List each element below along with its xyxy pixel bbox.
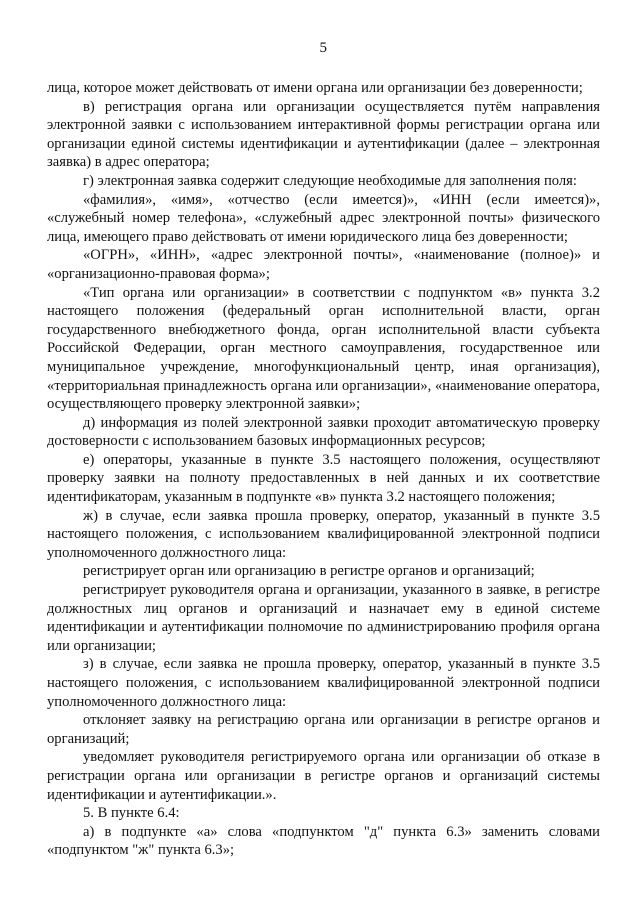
- page-number: 5: [319, 40, 328, 56]
- paragraph: з) в случае, если заявка не прошла проверку, оператор, указанный в пункте 3.5 настоящего положения, с использованием квалифицированной электронной подписи уполномоченного должностного лица:: [47, 656, 600, 710]
- paragraph: лица, которое может действовать от имени органа или организации без доверенности;: [47, 80, 583, 96]
- paragraph: д) информация из полей электронной заявки проходит автоматическую проверку достоверности с использованием базовых информационных ресурсов;: [47, 414, 600, 450]
- document-body: [47, 79, 600, 860]
- paragraph: регистрирует руководителя органа и организации, указанного в заявке, в регистре должностных лиц органов и организаций и назначает ему в единой системе идентификации и аутентификации полномочие по администрированию профиля органа или организации;: [47, 582, 600, 654]
- paragraph: «ОГРН», «ИНН», «адрес электронной почты», «наименование (полное)» и «организационно-правовая форма»;: [47, 247, 600, 282]
- paragraph: 5. В пункте 6.4:: [83, 805, 180, 822]
- paragraph: г) электронная заявка содержит следующие необходимые для заполнения поля:: [83, 172, 577, 189]
- paragraph: е) операторы, указанные в пункте 3.5 настоящего положения, осуществляют проверку заявки на полноту предоставленных в ней данных и их соответствие идентификаторам, указанным в подпункте «в» пункта 3.2 настоящего положения;: [47, 451, 600, 506]
- paragraph: ж) в случае, если заявка прошла проверку, оператор, указанный в пункте 3.5 настоящего положения, с использованием квалифицированной электронной подписи уполномоченного должностного лица:: [47, 507, 600, 561]
- paragraph: регистрирует орган или организацию в регистре органов и организаций;: [83, 563, 535, 580]
- paragraph: уведомляет руководителя регистрируемого органа или организации об отказе в регистрации органа или организации в регистре органов и организаций системы идентификации и аутентификации.».: [47, 749, 600, 803]
- paragraph: отклоняет заявку на регистрацию органа или организации в регистре органов и организаций;: [47, 712, 600, 747]
- paragraph: «Тип органа или организации» в соответствии с подпунктом «в» пункта 3.2 настоящего положения (федеральный орган исполнительной власти, орган государственного внебюджетного фонда, орган исполнительной власти субъекта Российской Федерации, орган местного самоуправления, государственное или муниципальное учреждение, многофункциональный центр, иная организация), «территориальная принадлежность органа или организации», «наименование оператора, осуществляющего проверку электронной заявки»;: [47, 284, 600, 413]
- paragraph: в) регистрация органа или организации осуществляется путём направления электронной заявки с использованием интерактивной формы регистрации органа или организации единой системы идентификации и аутентификации (далее – электронная заявка) в адрес оператора;: [47, 98, 600, 171]
- paragraph: а) в подпункте «а» слова «подпунктом "д" пункта 6.3» заменить словами «подпунктом "ж" пункта 6.3»;: [47, 823, 600, 859]
- paragraph: «фамилия», «имя», «отчество (если имеется)», «ИНН (если имеется)», «служебный номер телефона», «служебный адрес электронной почты» физического лица, имеющего право действовать от имени юридического лица без доверенности;: [47, 191, 600, 245]
